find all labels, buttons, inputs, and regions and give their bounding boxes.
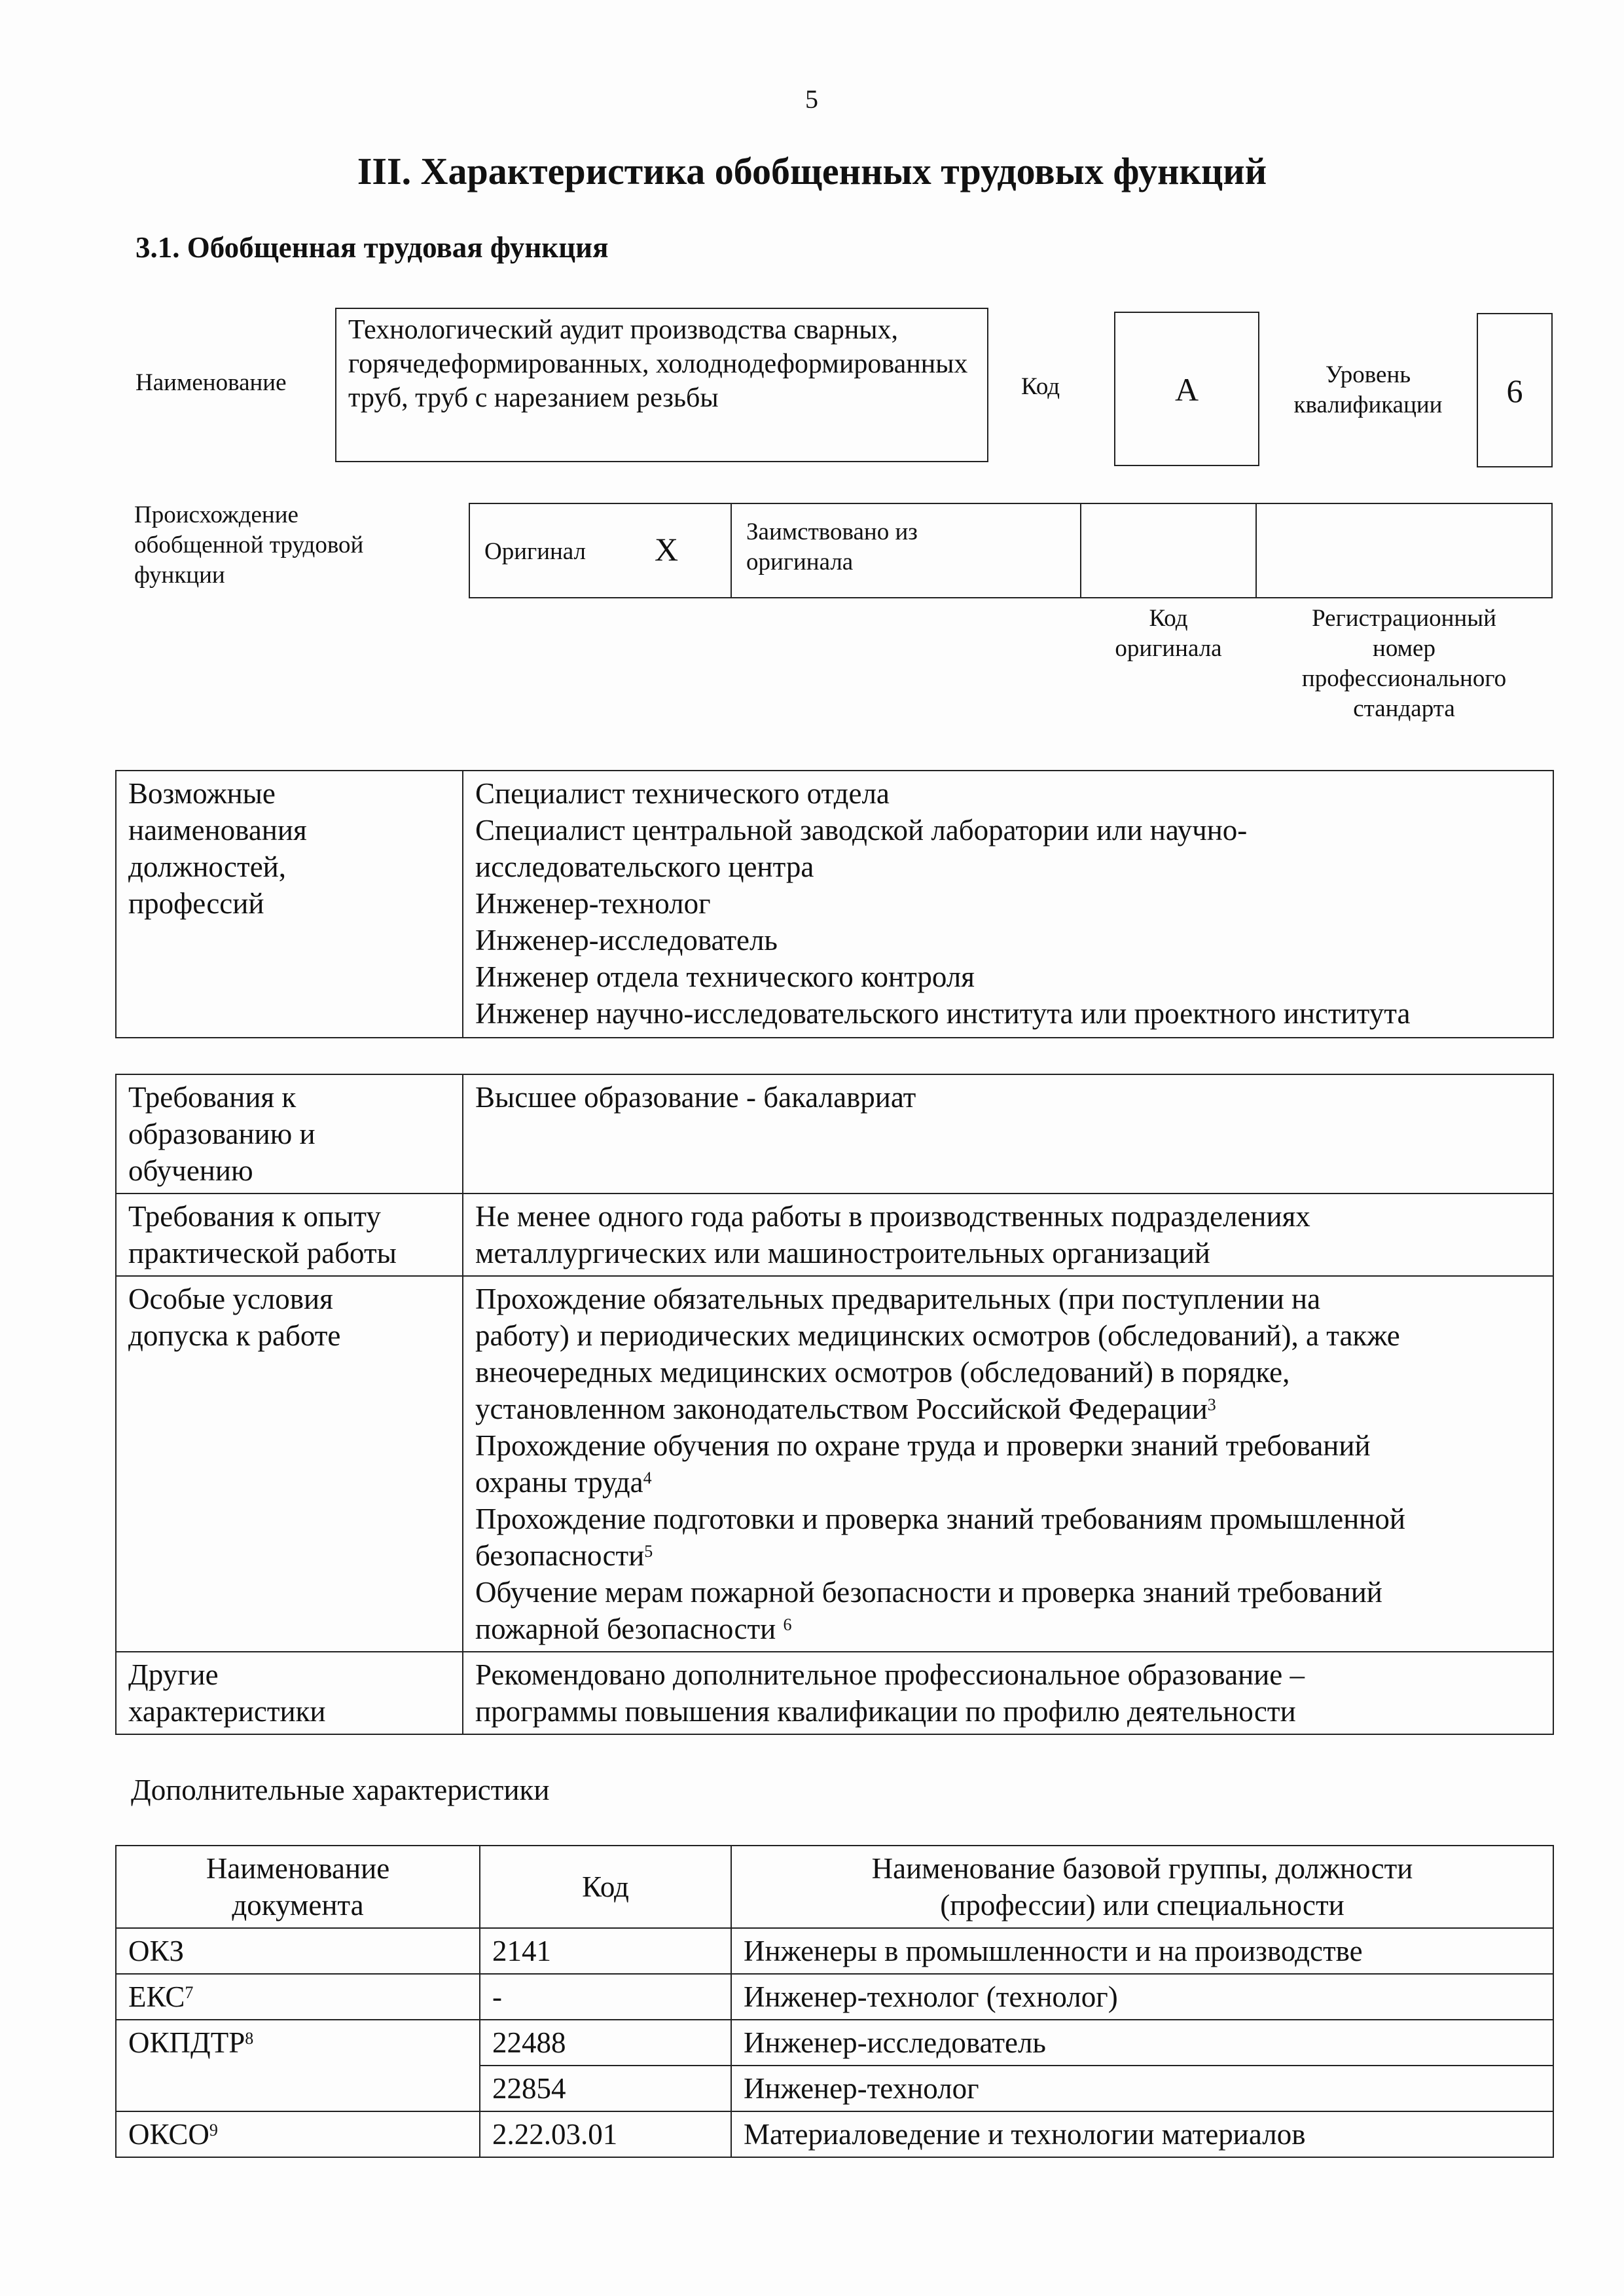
origin-label: Происхождение обобщенной трудовой функции xyxy=(134,501,364,589)
additional-table xyxy=(115,1845,1554,2158)
special-conditions-value: Прохождение обязательных предварительных (при поступлении на работу) и периодических медицинских осмотров (обследований), а также внеочередных медицинских осмотров (обследований) в порядке, установленном законодательством Российской Федерации$^3$ Прохождение обучения по охране труда и проверки знаний требований охраны труда$^4$ Прохождение подготовки и проверка знаний требованиям промышленной безопасности$^5$ Обучение мерам пожарной безопасности и проверка знаний требований пожарной безопасности $^6$ xyxy=(463,1276,1553,1652)
name-cell: Инженер-исследователь xyxy=(731,2020,1553,2066)
section-title: III. Характеристика обобщенных трудовых функций xyxy=(357,150,1267,192)
column-header-document: Наименование документа xyxy=(116,1846,480,1928)
name-label: Наименование xyxy=(135,369,287,396)
original-mark: Х xyxy=(655,531,679,568)
additional-title: Дополнительные характеристики xyxy=(131,1774,550,1806)
registration-number-cell xyxy=(1255,503,1553,598)
positions-label: Возможные наименования должностей, профессий xyxy=(116,771,463,1038)
additional-header-row xyxy=(116,1846,1553,1928)
name-cell: Инженеры в промышленности и на производстве xyxy=(731,1928,1553,1974)
level-label: Уровень квалификации xyxy=(1293,361,1443,418)
education-row xyxy=(116,1074,1553,1194)
original-code-caption: Код оригинала xyxy=(1115,605,1222,662)
other-characteristics-label: Другие характеристики xyxy=(116,1652,463,1734)
footnote-ref: 8 xyxy=(245,2029,254,2048)
code-cell: - xyxy=(480,1974,731,2020)
other-characteristics-row xyxy=(116,1652,1553,1734)
code-value: А xyxy=(1174,371,1199,408)
other-characteristics-value: Рекомендовано дополнительное профессиональное образование – программы повышения квалификации по профилю деятельности xyxy=(463,1652,1553,1734)
doc-cell: ОКЗ xyxy=(116,1928,480,1974)
experience-value: Не менее одного года работы в производственных подразделениях металлургических или машиностроительных организаций xyxy=(463,1194,1553,1276)
footnote-ref: 4 xyxy=(643,1468,652,1487)
borrowed-label: Заимствовано из оригинала xyxy=(746,519,918,575)
position-item: Специалист технического отдела xyxy=(475,777,890,810)
code-box xyxy=(1114,312,1259,466)
position-item: Инженер научно-исследовательского института или проектного института xyxy=(475,997,1411,1030)
original-code-cell xyxy=(1080,503,1257,598)
position-item: Инженер отдела технического контроля xyxy=(475,960,975,993)
footnote-ref: 9 xyxy=(209,2121,218,2140)
original-label: Оригинал xyxy=(484,538,586,565)
table-row xyxy=(116,1928,1553,1974)
table-row xyxy=(116,1974,1553,2020)
experience-row xyxy=(116,1194,1553,1276)
footnote-ref: 5 xyxy=(644,1542,653,1561)
level-value: 6 xyxy=(1506,373,1523,409)
doc-cell: ОКПДТР$^8$ xyxy=(116,2020,480,2111)
code-cell: 22854 xyxy=(480,2066,731,2111)
name-cell: Инженер-технолог xyxy=(731,2066,1553,2111)
special-conditions-label: Особые условия допуска к работе xyxy=(116,1276,463,1652)
experience-label: Требования к опыту практической работы xyxy=(116,1194,463,1276)
position-item: Инженер-технолог xyxy=(475,887,711,920)
page-number: 5 xyxy=(805,84,818,114)
doc-cell: ОКСО$^9$ xyxy=(116,2111,480,2157)
footnote-ref: 7 xyxy=(185,1983,194,2002)
original-cell xyxy=(469,503,732,598)
position-item: Инженер-исследователь xyxy=(475,924,778,957)
name-box xyxy=(335,308,988,462)
position-item: исследовательского центра xyxy=(475,850,814,883)
code-cell: 2.22.03.01 xyxy=(480,2111,731,2157)
education-label: Требования к образованию и обучению xyxy=(116,1074,463,1194)
positions-list xyxy=(463,771,1553,1038)
name-value: Технологический аудит производства сварных, горячедеформированных, холоднодеформированных труб, труб с нарезанием резьбы xyxy=(348,315,968,413)
column-header-code: Код xyxy=(480,1846,731,1928)
registration-number-caption: Регистрационный номер профессионального стандарта xyxy=(1301,605,1507,722)
special-conditions-row xyxy=(116,1276,1553,1652)
footnote-ref: 6 xyxy=(783,1615,792,1634)
positions-row xyxy=(116,771,1553,1038)
position-item: Специалист центральной заводской лаборатории или научно- xyxy=(475,814,1248,847)
requirements-table xyxy=(115,1074,1554,1735)
table-row xyxy=(116,2020,1553,2066)
code-cell: 2141 xyxy=(480,1928,731,1974)
level-box xyxy=(1477,313,1553,467)
education-value: Высшее образование - бакалавриат xyxy=(463,1074,1553,1194)
name-cell: Инженер-технолог (технолог) xyxy=(731,1974,1553,2020)
code-label: Код xyxy=(1021,373,1060,400)
code-cell: 22488 xyxy=(480,2020,731,2066)
name-cell: Материаловедение и технологии материалов xyxy=(731,2111,1553,2157)
doc-cell: ЕКС$^7$ xyxy=(116,1974,480,2020)
table-row xyxy=(116,2111,1553,2157)
borrowed-cell xyxy=(731,503,1081,598)
subsection-title: 3.1. Обобщенная трудовая функция xyxy=(135,231,609,264)
column-header-name: Наименование базовой группы, должности (профессии) или специальности xyxy=(731,1846,1553,1928)
positions-table xyxy=(115,770,1554,1038)
footnote-ref: 3 xyxy=(1207,1395,1216,1414)
